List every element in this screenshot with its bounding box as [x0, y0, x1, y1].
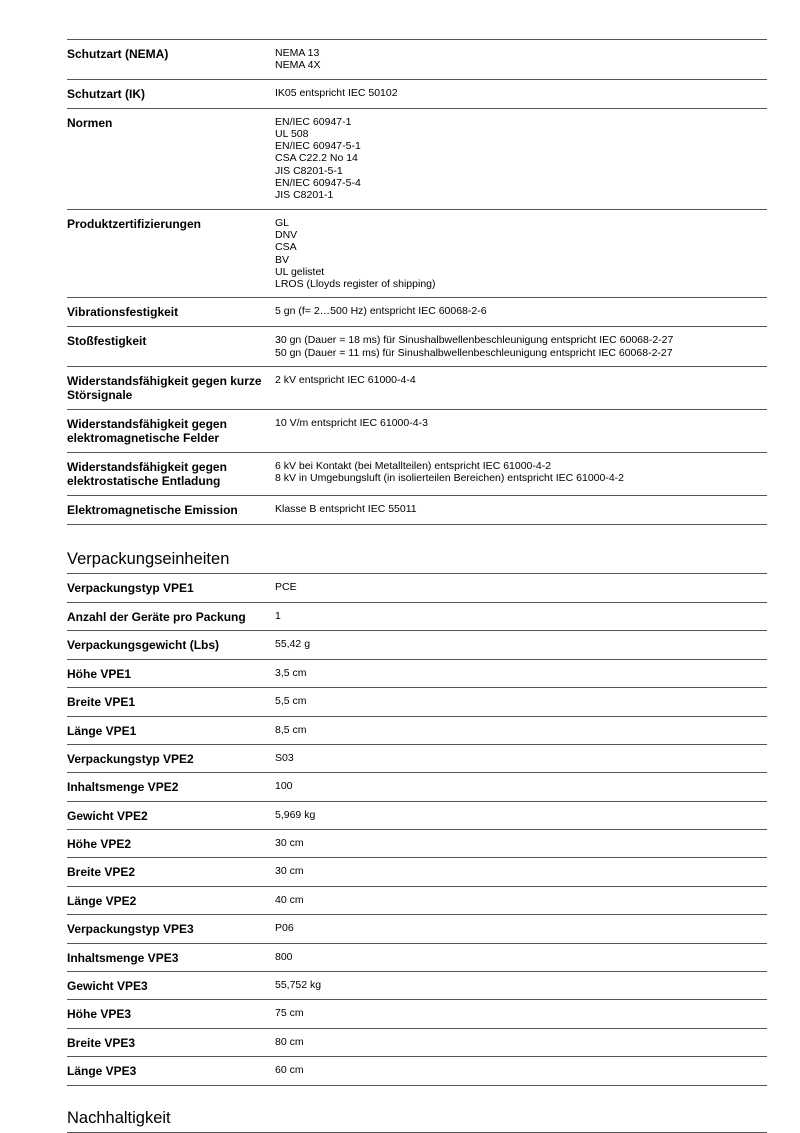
- spec-value: NEMA 4X: [275, 59, 321, 72]
- packaging-row: [67, 886, 767, 914]
- spec-table: [67, 39, 767, 525]
- spec-value: EN/IEC 60947-5-4: [275, 177, 361, 190]
- packaging-row: [67, 602, 767, 630]
- packaging-row: [67, 801, 767, 829]
- packaging-row: [67, 574, 767, 602]
- packaging-value: S03: [275, 751, 294, 764]
- spec-value-cell: [275, 209, 767, 298]
- packaging-value: 60 cm: [275, 1064, 304, 1077]
- spec-row: [67, 367, 767, 410]
- spec-value: Klasse B entspricht IEC 55011: [275, 503, 417, 516]
- spec-value: JIS C8201-1: [275, 189, 334, 202]
- packaging-label: Gewicht VPE3: [67, 979, 148, 994]
- packaging-value: 8,5 cm: [275, 723, 307, 736]
- packaging-label: Höhe VPE1: [67, 666, 132, 681]
- spec-row: [67, 496, 767, 525]
- spec-value: EN/IEC 60947-1: [275, 115, 352, 128]
- spec-label: Vibrationsfestigkeit: [67, 305, 179, 320]
- spec-label: Widerstandsfähigkeit gegen kurze Störsignale: [67, 374, 262, 403]
- packaging-label: Länge VPE3: [67, 1064, 137, 1079]
- packaging-label: Breite VPE2: [67, 865, 136, 880]
- packaging-row: [67, 631, 767, 659]
- spec-row: [67, 453, 767, 496]
- spec-row: [67, 410, 767, 453]
- packaging-row: [67, 943, 767, 971]
- packaging-value: 1: [275, 609, 281, 622]
- packaging-label: Inhaltsmenge VPE2: [67, 780, 179, 795]
- spec-value: 10 V/m entspricht IEC 61000-4-3: [275, 417, 428, 430]
- spec-value: BV: [275, 253, 290, 266]
- packaging-row: [67, 830, 767, 858]
- packaging-label: Verpackungstyp VPE2: [67, 751, 194, 766]
- packaging-row: [67, 915, 767, 943]
- spec-label: Schutzart (IK): [67, 86, 145, 101]
- packaging-label: Höhe VPE3: [67, 1007, 132, 1022]
- packaging-value: 800: [275, 950, 293, 963]
- spec-value: 5 gn (f= 2…500 Hz) entspricht IEC 60068-2-6: [275, 305, 487, 318]
- spec-value: NEMA 13: [275, 47, 320, 59]
- spec-row: [67, 209, 767, 298]
- spec-value: CSA: [275, 241, 297, 254]
- packaging-value: 55,752 kg: [275, 979, 322, 992]
- packaging-row: [67, 773, 767, 801]
- spec-value: 8 kV in Umgebungsluft (in isolierteilen Bereichen) entspricht IEC 61000-4-2: [275, 472, 625, 485]
- packaging-label: Breite VPE1: [67, 695, 136, 710]
- datasheet-page: [67, 39, 767, 1133]
- packaging-label: Höhe VPE2: [67, 837, 132, 852]
- packaging-label: Anzahl der Geräte pro Packung: [67, 609, 246, 624]
- spec-value: CSA C22.2 No 14: [275, 152, 358, 165]
- spec-value: IK05 entspricht IEC 50102: [275, 86, 398, 99]
- spec-value-cell: [275, 327, 767, 367]
- packaging-value: 30 cm: [275, 837, 304, 850]
- packaging-row: [67, 716, 767, 744]
- packaging-value: 40 cm: [275, 893, 304, 906]
- packaging-value: P06: [275, 922, 294, 935]
- spec-value-cell: [275, 40, 767, 80]
- spec-label: Normen: [67, 115, 113, 130]
- packaging-value: 100: [275, 780, 293, 793]
- spec-value-cell: [275, 367, 767, 410]
- spec-value: EN/IEC 60947-5-1: [275, 140, 361, 153]
- packaging-label: Verpackungsgewicht (Lbs): [67, 638, 220, 653]
- spec-row: [67, 327, 767, 367]
- spec-value-cell: [275, 453, 767, 496]
- spec-value: UL 508: [275, 127, 309, 140]
- packaging-value: 5,5 cm: [275, 695, 307, 708]
- spec-value-cell: [275, 410, 767, 453]
- packaging-row: [67, 1057, 767, 1085]
- packaging-value: 55,42 g: [275, 638, 311, 651]
- packaging-row: [67, 1000, 767, 1028]
- spec-label: Schutzart (NEMA): [67, 47, 169, 61]
- spec-value: UL gelistet: [275, 265, 325, 278]
- packaging-row: [67, 1028, 767, 1056]
- packaging-row: [67, 688, 767, 716]
- sustainability-section-header: [67, 1108, 767, 1133]
- spec-row: [67, 298, 767, 327]
- spec-value-cell: [275, 108, 767, 209]
- packaging-label: Verpackungstyp VPE1: [67, 581, 194, 596]
- packaging-row: [67, 858, 767, 886]
- spec-value-cell: [275, 298, 767, 327]
- packaging-value: PCE: [275, 581, 297, 594]
- packaging-value: 5,969 kg: [275, 808, 316, 821]
- spec-label: Stoßfestigkeit: [67, 334, 147, 349]
- packaging-value: 80 cm: [275, 1035, 304, 1048]
- spec-value: DNV: [275, 228, 298, 241]
- packaging-label: Breite VPE3: [67, 1035, 136, 1050]
- spec-label: Produktzertifizierungen: [67, 216, 202, 231]
- spec-label: Elektromagnetische Emission: [67, 503, 238, 518]
- packaging-value: 30 cm: [275, 865, 304, 878]
- sustainability-section-title: Nachhaltigkeit: [67, 1108, 171, 1127]
- packaging-section-header: [67, 549, 767, 574]
- spec-value: 30 gn (Dauer = 18 ms) für Sinushalbwellenbeschleunigung entspricht IEC 60068-2-27: [275, 334, 674, 347]
- packaging-row: [67, 659, 767, 687]
- spec-value: GL: [275, 216, 290, 229]
- packaging-label: Verpackungstyp VPE3: [67, 922, 194, 937]
- spec-value: 2 kV entspricht IEC 61000-4-4: [275, 374, 416, 387]
- packaging-table: [67, 574, 767, 1086]
- packaging-row: [67, 744, 767, 772]
- spec-row: [67, 108, 767, 209]
- packaging-label: Gewicht VPE2: [67, 808, 148, 823]
- packaging-value: 3,5 cm: [275, 666, 307, 679]
- packaging-value: 75 cm: [275, 1007, 304, 1020]
- spec-value-cell: [275, 79, 767, 108]
- packaging-label: Inhaltsmenge VPE3: [67, 950, 179, 965]
- spec-label: Widerstandsfähigkeit gegen elektrostatische Entladung: [67, 460, 227, 489]
- spec-value: 50 gn (Dauer = 11 ms) für Sinushalbwellenbeschleunigung entspricht IEC 60068-2-27: [275, 346, 673, 359]
- packaging-label: Länge VPE2: [67, 893, 137, 908]
- packaging-row: [67, 972, 767, 1000]
- spec-value: 6 kV bei Kontakt (bei Metallteilen) entspricht IEC 61000-4-2: [275, 460, 552, 473]
- spec-row: [67, 79, 767, 108]
- spec-value: LROS (Lloyds register of shipping): [275, 278, 436, 291]
- spec-label: Widerstandsfähigkeit gegen elektromagnetische Felder: [67, 417, 227, 446]
- spec-value: JIS C8201-5-1: [275, 164, 343, 177]
- spec-value-cell: [275, 496, 767, 525]
- spec-row: [67, 40, 767, 80]
- packaging-label: Länge VPE1: [67, 723, 137, 738]
- packaging-section-title: Verpackungseinheiten: [67, 550, 230, 569]
